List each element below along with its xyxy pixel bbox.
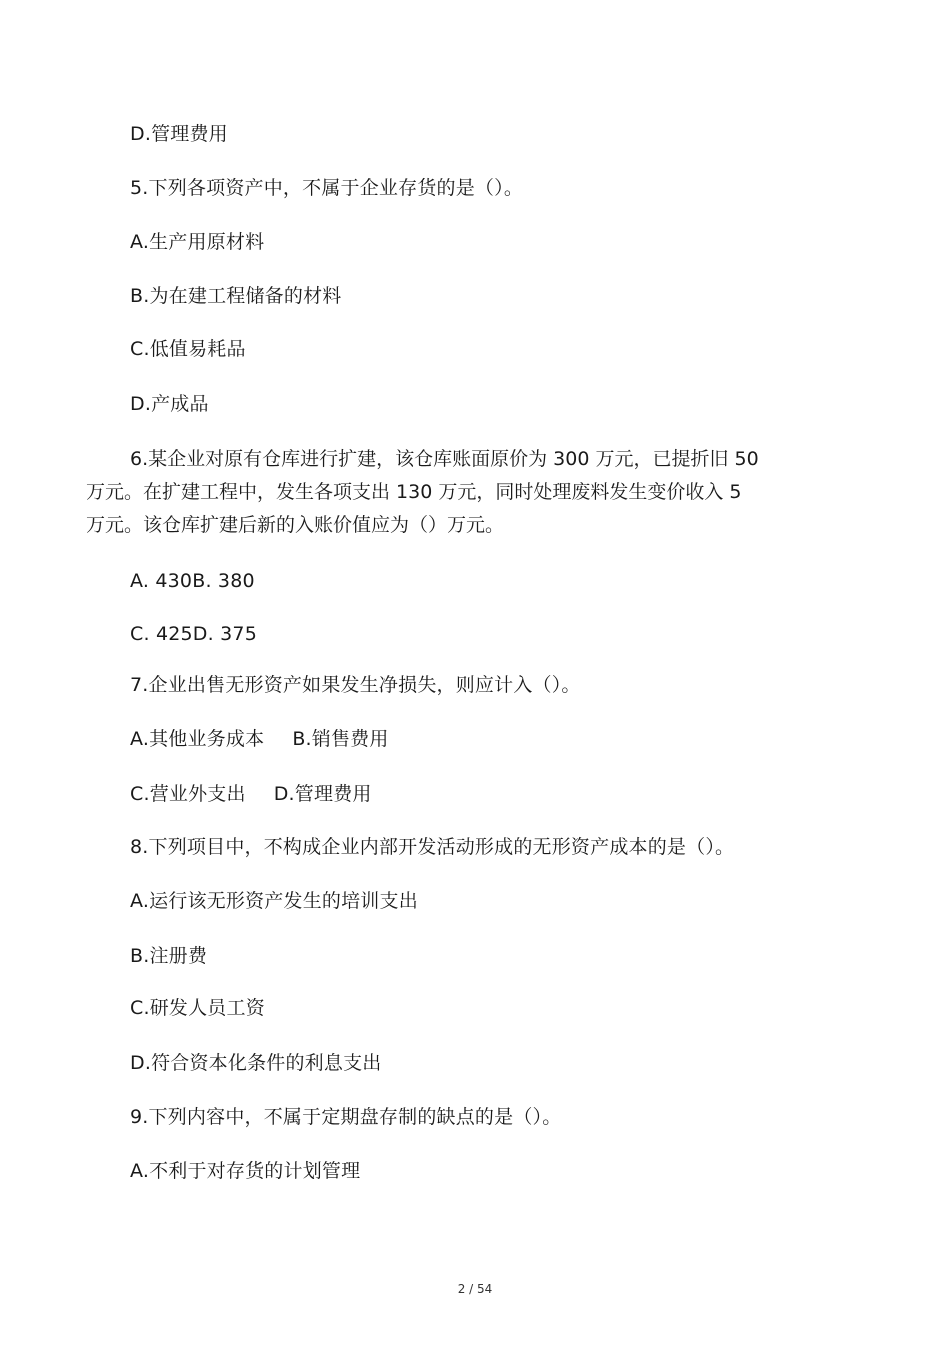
options-ab-q6: A. 430B. 380: [130, 570, 255, 592]
option-a-q8: A.运行该无形资产发生的培训支出: [130, 890, 418, 912]
option-d-q8: D.符合资本化条件的利息支出: [130, 1052, 382, 1074]
option-d-q7: D.管理费用: [273, 783, 372, 805]
options-cd-q6: C. 425D. 375: [130, 623, 257, 645]
option-d-q5: D.产成品: [130, 393, 209, 415]
option-d-q4: D.管理费用: [130, 123, 228, 145]
question-9: 9.下列内容中，不属于定期盘存制的缺点的是（）。: [130, 1106, 562, 1128]
option-c-q7: C.营业外支出: [130, 783, 246, 805]
option-a-q5: A.生产用原材料: [130, 231, 265, 253]
question-6: [86, 443, 866, 542]
option-c-q5: C.低值易耗品: [130, 338, 246, 360]
option-a-q9: A.不利于对存货的计划管理: [130, 1160, 361, 1182]
question-6-line-2: 万元。在扩建工程中，发生各项支出 130 万元，同时处理废料发生变价收入 5: [86, 481, 742, 503]
option-b-q7: B.销售费用: [292, 728, 389, 750]
option-b-q5: B.为在建工程储备的材料: [130, 285, 342, 307]
question-6-line-1: 6.某企业对原有仓库进行扩建，该仓库账面原价为 300 万元，已提折旧 50: [130, 448, 759, 470]
options-ab-q7: [130, 726, 389, 752]
question-8: 8.下列项目中，不构成企业内部开发活动形成的无形资产成本的是（）。: [130, 836, 735, 858]
option-a-q7: A.其他业务成本: [130, 728, 265, 750]
question-6-line-3: 万元。该仓库扩建后新的入账价值应为（）万元。: [86, 514, 505, 536]
question-5: 5.下列各项资产中，不属于企业存货的是（）。: [130, 177, 524, 199]
options-cd-q7: [130, 781, 372, 807]
option-b-q8: B.注册费: [130, 945, 208, 967]
question-7: 7.企业出售无形资产如果发生净损失，则应计入（）。: [130, 674, 581, 696]
option-c-q8: C.研发人员工资: [130, 997, 265, 1019]
page-number: 2 / 54: [457, 1282, 493, 1296]
